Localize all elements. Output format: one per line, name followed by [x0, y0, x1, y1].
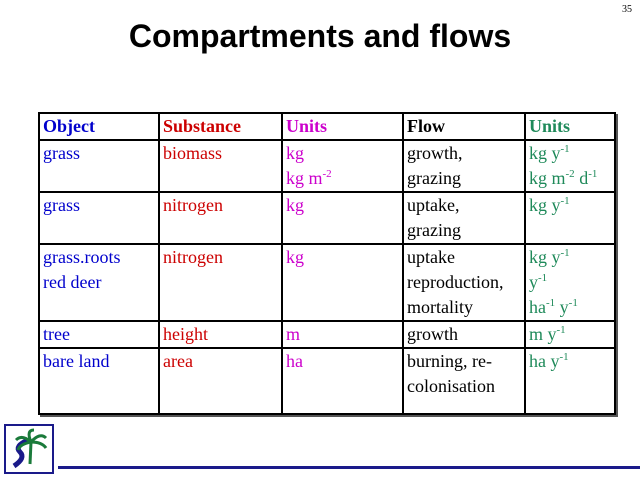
cell-units	[282, 140, 403, 192]
footer-rule	[58, 466, 640, 469]
cell-line: uptake	[407, 247, 455, 267]
unit-line: kg	[286, 143, 304, 163]
cell-units	[282, 348, 403, 414]
cell-substance: nitrogen	[159, 244, 282, 270]
unit-line: kg $y^{-1}$	[529, 143, 570, 163]
cell-flow	[403, 140, 525, 192]
cell-object: grass	[39, 140, 159, 192]
table-row	[39, 244, 615, 270]
palm-tree-icon	[6, 426, 52, 472]
table-header-row	[39, 113, 615, 140]
unit-line: kg	[286, 247, 304, 267]
cell-units	[282, 244, 403, 270]
cell-substance: area	[159, 348, 282, 414]
unit-exponent: -1	[546, 297, 556, 309]
cell-flow	[403, 348, 525, 414]
cell-line: grazing	[407, 168, 461, 188]
unit-line: m $y^{-1}$	[529, 324, 566, 344]
cell-line: uptake,	[407, 195, 460, 215]
cell-object: grass	[39, 192, 159, 244]
unit-line: m	[286, 324, 301, 344]
cell-flow-units	[525, 244, 615, 270]
cell-flow	[403, 192, 525, 244]
cell-line: colonisation	[407, 376, 495, 396]
cell-line: mortality	[407, 297, 473, 317]
cell-object: red deer	[39, 270, 159, 321]
table-row	[39, 140, 615, 192]
cell-units	[282, 192, 403, 244]
header-substance: Substance	[159, 113, 282, 140]
unit-exponent: -1	[538, 272, 548, 284]
unit-exponent: -2	[565, 168, 575, 180]
cell-substance: biomass	[159, 140, 282, 192]
slide-title: Compartments and flows	[128, 18, 512, 54]
cell-line: growth,	[407, 143, 463, 163]
cell-flow-units	[525, 192, 615, 244]
unit-exponent: -1	[556, 324, 566, 336]
unit-line: kg	[286, 195, 304, 215]
cell-substance	[159, 270, 282, 321]
page-number: 35	[622, 4, 632, 15]
table-row	[39, 192, 615, 244]
cell-object: tree	[39, 321, 159, 348]
table-body	[39, 140, 615, 414]
cell-units	[282, 321, 403, 348]
header-units: Units	[282, 113, 403, 140]
header-flow-units: Units	[525, 113, 615, 140]
cell-line: grazing	[407, 220, 461, 240]
unit-exponent: -1	[560, 143, 570, 155]
cell-flow-units	[525, 140, 615, 192]
cell-substance: nitrogen	[159, 192, 282, 244]
cell-flow-units	[525, 270, 615, 321]
cell-flow-units	[525, 321, 615, 348]
unit-exponent: -1	[560, 195, 570, 207]
cell-substance: height	[159, 321, 282, 348]
cell-line: growth	[407, 324, 458, 344]
unit-exponent: -1	[559, 351, 569, 363]
unit-line: $ha^{-1}$ $y^{-1}$	[529, 297, 578, 317]
unit-exponent: -2	[322, 168, 332, 180]
cell-line: burning, re-	[407, 351, 492, 371]
cell-units	[282, 270, 403, 321]
unit-exponent: -1	[588, 168, 598, 180]
cell-line: reproduction,	[407, 272, 504, 292]
unit-exponent: -1	[568, 297, 578, 309]
unit-line: ha $y^{-1}$	[529, 351, 569, 371]
cell-flow-units	[525, 348, 615, 414]
compartments-table	[38, 112, 616, 415]
unit-exponent: -1	[560, 247, 570, 259]
unit-line: $y^{-1}$	[529, 272, 548, 292]
header-flow: Flow	[403, 113, 525, 140]
cell-object: bare land	[39, 348, 159, 414]
unit-line: kg $y^{-1}$	[529, 195, 570, 215]
cell-flow	[403, 270, 525, 321]
unit-line: kg $m^{-2}$ $d^{-1}$	[529, 168, 598, 188]
table-row	[39, 321, 615, 348]
table-row	[39, 270, 615, 321]
table-row	[39, 348, 615, 414]
unit-line: kg $m^{-2}$	[286, 168, 332, 188]
cell-flow	[403, 321, 525, 348]
palm-tree-logo	[4, 424, 54, 474]
cell-flow	[403, 244, 525, 270]
header-object: Object	[39, 113, 159, 140]
unit-line: ha	[286, 351, 303, 371]
cell-object: grass.roots	[39, 244, 159, 270]
unit-line: kg $y^{-1}$	[529, 247, 570, 267]
